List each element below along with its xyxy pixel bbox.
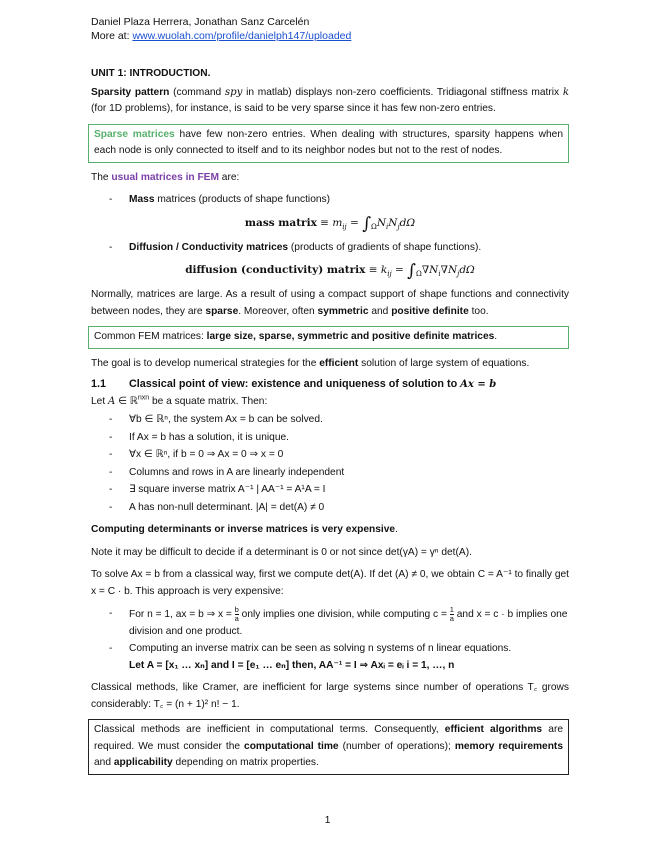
formula-nj-sub: j bbox=[397, 222, 400, 231]
list-item: - ∀b ∈ ℝⁿ, the system Ax = b can be solved. bbox=[91, 412, 569, 429]
list-item: - If Ax = b has a solution, it is unique. bbox=[91, 430, 569, 447]
text-run: are: bbox=[218, 171, 240, 183]
sparse-definition bbox=[94, 127, 563, 160]
text-run: solution of large system of equations. bbox=[358, 357, 530, 369]
formula-lhs: ≡ k bbox=[365, 264, 388, 276]
diffusion-matrix-formula bbox=[91, 259, 569, 281]
formula-label: diffusion (conductivity) matrix bbox=[185, 264, 366, 276]
formula-differential: dΩ bbox=[459, 264, 475, 276]
text-run: For n = 1, ax = b ⇒ x = bbox=[129, 609, 235, 621]
integral-icon: ∫ bbox=[407, 261, 417, 281]
bold-run: memory requirements bbox=[454, 740, 563, 752]
note-paragraph: Note it may be difficult to decide if a determinant is 0 or not since det(γA) = γⁿ det(A). bbox=[91, 546, 472, 558]
text-run: and bbox=[94, 757, 114, 769]
text-run: The bbox=[91, 171, 112, 183]
formula-sub: ij bbox=[387, 270, 392, 279]
list-item: - A has non-null determinant. |A| = det(A) ≠ 0 bbox=[91, 500, 569, 517]
text-run: Computing determinants or inverse matrices is very expensive bbox=[91, 524, 396, 535]
main-content bbox=[91, 66, 569, 775]
numerator: b bbox=[234, 605, 239, 614]
more-label: More at: bbox=[91, 30, 130, 42]
list-item bbox=[91, 606, 569, 640]
integral-domain: Ω bbox=[416, 270, 422, 279]
text-run: ∈ ℝ bbox=[115, 395, 138, 407]
formula-ni: N bbox=[376, 216, 387, 229]
text-run: be a squate matrix. Then: bbox=[149, 395, 268, 407]
page-header bbox=[91, 15, 351, 43]
text-run: . Moreover, often bbox=[238, 305, 318, 317]
denominator: a bbox=[449, 614, 454, 623]
bold-run: computational time bbox=[244, 740, 339, 752]
sparse-definition-box bbox=[88, 124, 569, 163]
superscript: nxn bbox=[137, 394, 150, 402]
text-run: in matlab) displays non-zero coefficients. Tridiagonal stiffness matrix bbox=[242, 86, 563, 98]
conclusion-box bbox=[88, 719, 569, 775]
page-number: 1 bbox=[324, 814, 331, 826]
section-heading bbox=[91, 376, 569, 394]
usual-matrices-highlight: usual matrices in FEM bbox=[111, 171, 219, 183]
common-fem-box bbox=[88, 326, 569, 349]
text-run: Computing an inverse matrix can be seen as solving n systems of n linear equations. bbox=[129, 643, 512, 655]
bold-run: applicability bbox=[113, 757, 173, 769]
text-run: . bbox=[494, 331, 498, 342]
bold-run: efficient bbox=[319, 357, 359, 369]
bold-run: efficient algorithms bbox=[444, 724, 543, 736]
numerator: 1 bbox=[449, 605, 454, 614]
section-equation: Ax = b bbox=[460, 379, 497, 390]
formula-nj: N bbox=[388, 216, 398, 229]
formula-differential: dΩ bbox=[399, 216, 416, 229]
symbol-k: k bbox=[562, 86, 569, 98]
text-run: matrices (products of shape functions) bbox=[154, 194, 331, 205]
conclusion-text bbox=[94, 722, 563, 772]
bold-run: sparse bbox=[205, 305, 239, 317]
formula-nj: ∇N bbox=[440, 264, 458, 276]
bold-run: large size, sparse, symmetric and positive definite matrices bbox=[206, 331, 495, 342]
sparsity-lead: Sparsity pattern bbox=[91, 86, 170, 98]
authors: Daniel Plaza Herrera, Jonathan Sanz Carcelén bbox=[91, 16, 310, 28]
command-spy: spy bbox=[224, 86, 243, 98]
text-run: and bbox=[368, 305, 392, 317]
text-run: Let bbox=[91, 395, 108, 407]
text-run: depending on matrix properties. bbox=[172, 757, 319, 769]
list-item: - ∀x ∈ ℝⁿ, if b = 0 ⇒ Ax = 0 ⇒ x = 0 bbox=[91, 447, 569, 464]
common-fem-text bbox=[94, 329, 563, 346]
denominator: a bbox=[234, 614, 239, 623]
text-run: (number of operations); bbox=[338, 740, 455, 752]
formula-eq: = bbox=[346, 216, 363, 229]
cramer-paragraph: Classical methods, like Cramer, are inefficient for large systems since number of operations T꜀ grows considerably: T꜀ = (n + 1)² n! − 1. bbox=[91, 682, 569, 710]
sparse-lead: Sparse matrices bbox=[94, 128, 175, 140]
mass-matrix-formula bbox=[91, 212, 569, 234]
text-run: (for 1D problems), for instance, is said to be very sparse since it has few non-zero entries. bbox=[91, 103, 496, 114]
list-item bbox=[91, 641, 569, 674]
formula-label: mass matrix bbox=[244, 216, 317, 229]
diffusion-lead: Diffusion / Conductivity matrices bbox=[129, 241, 289, 253]
list-item: - ∃ square inverse matrix A⁻¹ | AA⁻¹ = A¹A = I bbox=[91, 482, 569, 499]
formula-ni: ∇N bbox=[421, 264, 439, 276]
text-run: only implies one division, while computing c = bbox=[238, 609, 450, 621]
mass-lead: Mass bbox=[129, 194, 155, 205]
list-item: - Columns and rows in A are linearly independent bbox=[91, 465, 569, 482]
bold-run: symmetric bbox=[317, 305, 369, 317]
text-run: Classical methods are inefficient in computational terms. Consequently, bbox=[94, 724, 445, 736]
matrix-types-list bbox=[91, 192, 569, 209]
text-run: The goal is to develop numerical strategies for the bbox=[91, 357, 320, 369]
let-paragraph bbox=[91, 394, 569, 411]
text-run: Normally, matrices are large. As a result of using a compact support of shape functions and connectivity between nodes, they are bbox=[91, 289, 569, 317]
integral-domain: Ω bbox=[371, 222, 377, 231]
unit-title: UNIT 1: INTRODUCTION. bbox=[91, 68, 211, 79]
list-item bbox=[91, 192, 569, 209]
text-run: are required. We must consider the bbox=[94, 724, 564, 752]
text-run: too. bbox=[468, 305, 489, 317]
text-run: (command bbox=[169, 86, 225, 98]
text-run: and x = c · b implies one division and one product. bbox=[129, 609, 568, 637]
integral-icon: ∫ bbox=[362, 213, 372, 234]
profile-link[interactable]: www.wuolah.com/profile/danielph147/uploaded bbox=[132, 30, 352, 42]
section-number: 1.1 bbox=[91, 378, 107, 390]
formula-ni-sub: i bbox=[438, 270, 441, 279]
solve-paragraph: To solve Ax = b from a classical way, first we compute det(A). If det (A) ≠ 0, we obtain C = A⁻¹ to finally get x = C · b. This approach is very expensive: bbox=[91, 569, 569, 597]
symbol-a: A bbox=[108, 395, 116, 407]
normally-paragraph bbox=[91, 287, 569, 320]
list-item bbox=[91, 240, 569, 257]
formula-lhs: ≡ m bbox=[316, 216, 343, 229]
formula-ni-sub: i bbox=[386, 222, 389, 231]
text-run: Common FEM matrices: bbox=[94, 331, 207, 342]
formula-eq: = bbox=[391, 264, 408, 276]
formula-nj-sub: j bbox=[457, 270, 460, 279]
text-run: have few non-zero entries. When dealing with structures, sparsity happens when each node is only connected to itself and to its neighbor nodes but not to the rest of nodes. bbox=[94, 128, 563, 156]
more-line bbox=[91, 29, 351, 43]
section-title: Classical point of view: existence and uniqueness of solution to bbox=[129, 378, 461, 390]
usual-matrices-intro bbox=[91, 170, 569, 187]
formula-sub: ij bbox=[342, 222, 347, 231]
text-run: Let A = [x₁ … xₙ] and I = [e₁ … eₙ] then, AA⁻¹ = I ⇒ Axᵢ = eᵢ i = 1, …, n bbox=[129, 659, 455, 671]
approach-list bbox=[91, 606, 569, 674]
sparsity-paragraph bbox=[91, 85, 569, 118]
text-run: (products of gradients of shape functions). bbox=[288, 241, 482, 253]
matrix-types-list-2 bbox=[91, 240, 569, 257]
expensive-statement: Computing determinants or inverse matrices is very expensive. bbox=[91, 524, 398, 535]
bold-run: positive definite bbox=[391, 305, 469, 317]
conditions-list bbox=[91, 412, 569, 516]
goal-paragraph bbox=[91, 356, 569, 373]
